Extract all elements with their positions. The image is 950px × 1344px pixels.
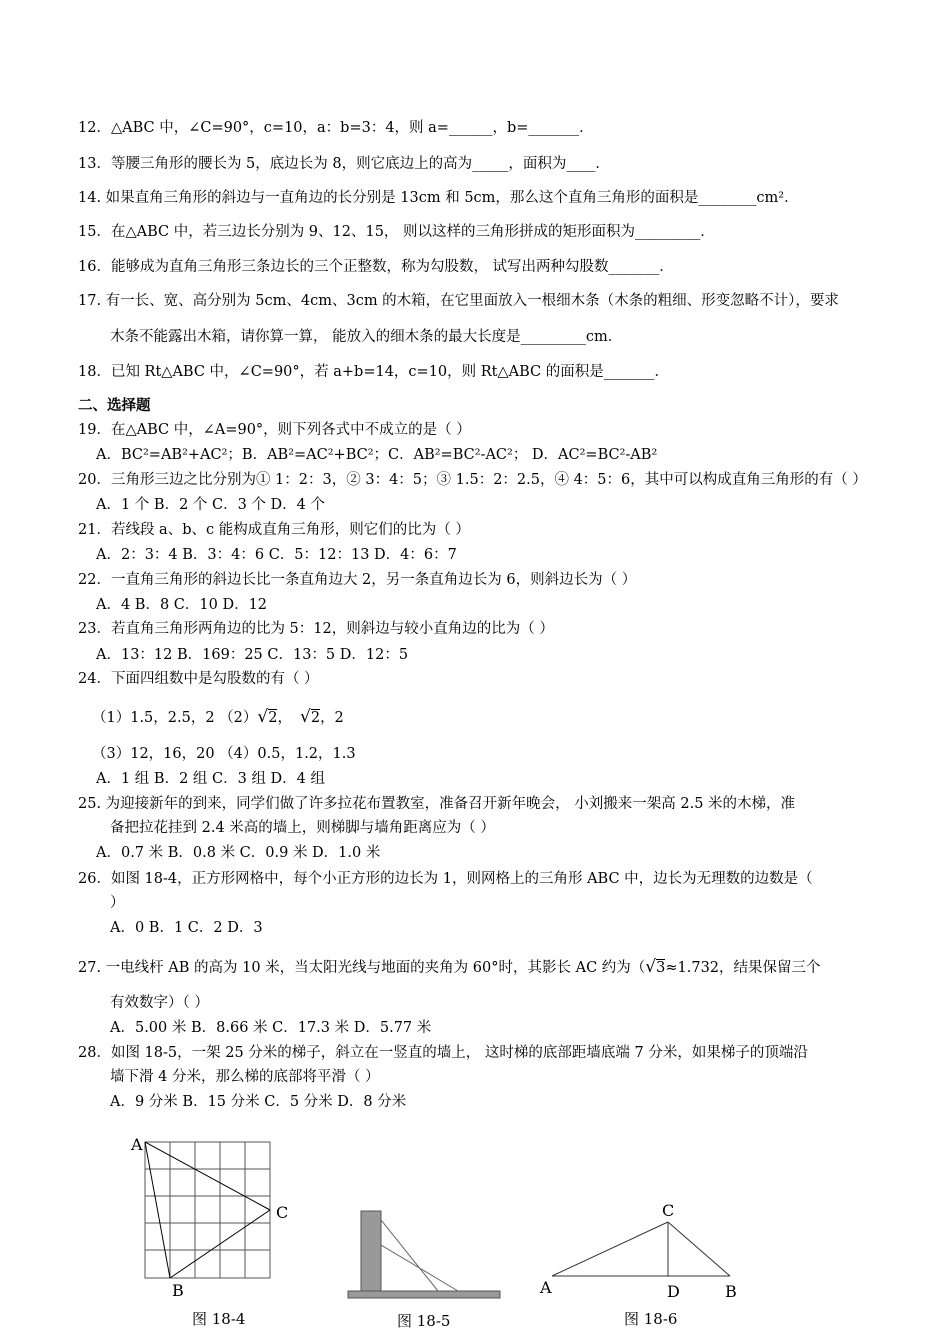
- figure-18-5: [348, 1211, 500, 1298]
- question-24-options: A．1 组 B．2 组 C．3 组 D．4 组: [96, 771, 326, 787]
- side-ac: [552, 1222, 668, 1276]
- question-12: 12．△ABC 中，∠C=90°，c=10，a：b=3：4，则 a=______，b=_______．: [78, 120, 594, 136]
- question-17-cont: 木条不能露出木箱，请你算一算， 能放入的细木条的最大长度是_________cm．: [110, 329, 623, 345]
- q24-text-a: （1）1.5，2.5，2 （2）: [92, 710, 258, 726]
- question-27-options: A．5.00 米 B．8.66 米 C．17.3 米 D．5.77 米: [110, 1020, 432, 1036]
- question-24: 24．下面四组数中是勾股数的有（ ）: [78, 671, 319, 687]
- question-28-cont: 墙下滑 4 分米，那么梯的底部将平滑（ ）: [110, 1069, 380, 1085]
- ladder-2: [381, 1245, 458, 1291]
- question-15: 15．在△ABC 中，若三边长分别为 9、12、15， 则以这样的三角形拼成的矩形面积为_________．: [78, 224, 715, 240]
- q27-sqrt-value: 3: [656, 960, 666, 976]
- sqrt-symbol: √: [257, 707, 269, 727]
- q24-sqrt-value: 2: [268, 710, 278, 726]
- fig186-label-c: C: [662, 1201, 675, 1220]
- fig184-label-a: A: [131, 1135, 143, 1154]
- question-23: 23．若直角三角形两角边的比为 5：12，则斜边与较小直角边的比为（ ）: [78, 621, 554, 637]
- question-22-options: A．4 B．8 C．10 D．12: [96, 597, 268, 613]
- question-25: 25. 为迎接新年的到来，同学们做了许多拉花布置教室，准备召开新年晚会， 小刘搬来一架高 2.5 米的木梯，准: [78, 796, 796, 812]
- question-18: 18．已知 Rt△ABC 中，∠C=90°，若 a+b=14，c=10，则 Rt△ABC 的面积是_______．: [78, 364, 670, 380]
- question-27-cont: 有效数字）（ ）: [110, 995, 209, 1011]
- question-26-options: A．0 B．1 C．2 D．3: [110, 920, 263, 936]
- question-19-options: A．BC²=AB²+AC²；B．AB²=AC²+BC²；C．AB²=BC²-AC²； D．AC²=BC²-AB²: [96, 447, 658, 463]
- question-20: 20．三角形三边之比分别为① 1：2：3，② 3：4：5；③ 1.5：2：2.5，④ 4：5：6，其中可以构成直角三角形的有（ ）: [78, 472, 867, 488]
- fig184-label-b: B: [172, 1281, 184, 1300]
- question-20-options: A．1 个 B．2 个 C．3 个 D．4 个: [96, 497, 326, 513]
- question-28-options: A．9 分米 B．15 分米 C．5 分米 D．8 分米: [110, 1094, 407, 1110]
- question-24-set-b: （3）12，16，20 （4）0.5，1.2，1.3: [92, 746, 356, 762]
- question-26-cont: ）: [110, 895, 125, 911]
- ladder-1: [381, 1220, 438, 1291]
- wall: [361, 1211, 381, 1293]
- ground: [348, 1291, 500, 1298]
- grid-border: [145, 1142, 270, 1278]
- q24-tail: ，2: [320, 710, 344, 726]
- question-26: 26．如图 18-4，正方形网格中，每个小正方形的边长为 1，则网格上的三角形 ABC 中，边长为无理数的边数是（: [78, 871, 813, 887]
- triangle-side-ac: [145, 1142, 270, 1210]
- q24-sqrt-value-2: 2: [310, 710, 321, 726]
- figure-18-6: [552, 1222, 730, 1276]
- question-23-options: A．13：12 B．169：25 C．13：5 D．12：5: [96, 647, 409, 663]
- question-22: 22．一直角三角形的斜边长比一条直角边大 2，另一条直角边长为 6，则斜边长为（ ）: [78, 572, 637, 588]
- fig186-label-b: B: [725, 1282, 737, 1301]
- sqrt-symbol: √: [645, 957, 657, 977]
- question-21-options: A．2：3：4 B．3：4：6 C．5：12：13 D．4：6：7: [96, 547, 457, 563]
- question-19: 19．在△ABC 中，∠A=90°，则下列各式中不成立的是（ ）: [78, 422, 471, 438]
- section-title: 二、选择题: [78, 397, 151, 414]
- fig186-label-d: D: [667, 1282, 680, 1301]
- sqrt-symbol: √: [299, 707, 311, 727]
- q24-sep: ，: [277, 710, 292, 726]
- question-25-cont: 备把拉花挂到 2.4 米高的墙上，则梯脚与墙角距离应为（ ）: [110, 820, 495, 836]
- q27-text: 27. 一电线杆 AB 的高为 10 米，当太阳光线与地面的夹角为 60°时，其影长 AC 约为（: [78, 960, 646, 976]
- question-17: 17. 有一长、宽、高分别为 5cm、4cm、3cm 的木箱，在它里面放入一根细木条（木条的粗细、形变忽略不计），要求: [78, 293, 839, 309]
- side-cb: [668, 1222, 730, 1276]
- fig186-label-a: A: [540, 1278, 552, 1297]
- figure-18-4: [145, 1142, 270, 1278]
- question-28: 28．如图 18-5，一架 25 分米的梯子，斜立在一竖直的墙上， 这时梯的底部距墙底端 7 分米，如果梯子的顶端沿: [78, 1045, 808, 1061]
- fig184-label-c: C: [276, 1203, 289, 1222]
- caption-18-6: 图 18-6: [624, 1310, 678, 1328]
- question-16: 16．能够成为直角三角形三条边长的三个正整数，称为勾股数， 试写出两种勾股数_______．: [78, 259, 674, 275]
- triangle-side-ab: [145, 1142, 170, 1278]
- question-14: 14. 如果直角三角形的斜边与一直角边的长分别是 13cm 和 5cm，那么这个直角三角形的面积是________cm²．: [78, 190, 799, 206]
- caption-18-4: 图 18-4: [192, 1310, 246, 1328]
- q27-text-b: ≈1.732，结果保留三个: [665, 960, 821, 976]
- question-21: 21．若线段 a、b、c 能构成直角三角形，则它们的比为（ ）: [78, 522, 470, 538]
- caption-18-5: 图 18-5: [397, 1312, 451, 1330]
- question-25-options: A．0.7 米 B．0.8 米 C．0.9 米 D．1.0 米: [96, 845, 381, 861]
- question-13: 13．等腰三角形的腰长为 5，底边长为 8，则它底边上的高为_____，面积为____．: [78, 156, 610, 172]
